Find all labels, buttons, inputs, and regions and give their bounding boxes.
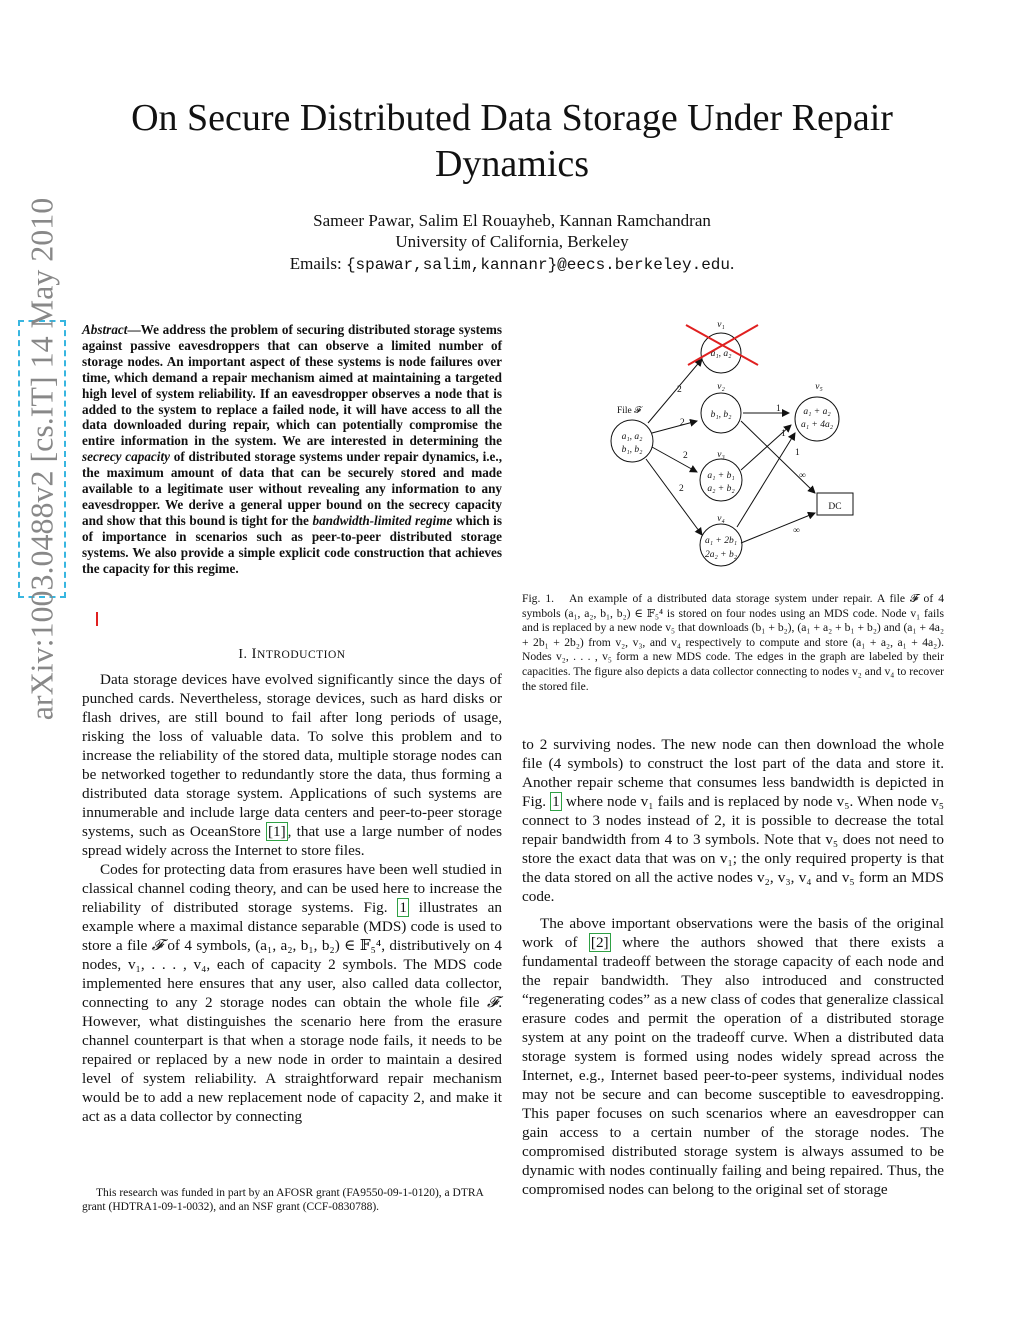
edge-capacity-label: ∞	[793, 526, 800, 536]
edge-capacity-label: 1	[795, 448, 800, 458]
intro-paragraph-1	[82, 670, 502, 860]
v3-content-2: a₂ + b₂	[707, 484, 735, 494]
right-p2-b: where the authors showed that there exists a fundamental tradeoff between the storage capacity of each node and the repair bandwidth. They also introduced and constructed “regenerating codes” as a new class of codes that generalize classical erasure codes and permit the operation of a distributed storage system at any point on the tradeoff curve. When a distributed data storage system is formed using nodes widely spread across the Internet, e.g., Internet based peer-to-peer systems, individual nodes may not be secure and can become susceptible to eavesdropping. This paper focuses on such scenarios where an eavesdropper can gain access to a certain number of the storage nodes. The compromised distributed storage system is always assumed to be dynamic with nodes continually failing and being repaired. Thus, the compromised nodes can belong to the original set of storage	[522, 934, 944, 1198]
caption-label: Fig. 1.	[522, 592, 555, 605]
edge-capacity-label: 2	[680, 418, 685, 428]
abstract-text-3: which is of importance in scenarios such as peer-to-peer distributed storage systems. We also provide a simple explicit code construction that achieves the capacity for this regime.	[82, 512, 502, 576]
arxiv-stamp[interactable]	[18, 197, 66, 721]
intro-p1-end: , that use a large number of nodes spread widely across the Internet to store files.	[82, 823, 502, 859]
emails-prefix: Emails:	[289, 254, 346, 273]
right-p2-a: The above important observations were the basis of the original work of	[522, 915, 944, 951]
figure-caption	[522, 592, 944, 694]
section-title-rest: NTRODUCTION	[257, 649, 346, 661]
abstract	[82, 322, 502, 577]
abstract-text-1: We address the problem of securing distributed storage systems against passive eavesdroppers that can observe a limited number of storage nodes. An important aspect of these systems is node failures over time, which demand a repair mechanism aimed at maintaining a targeted high level of system reliability. If an eavesdropper observes a node that is added to the system to replace a failed node, it will have access to all the data downloaded during repair, which can potentially compromise the entire information in the system. We are interested in determining the	[82, 322, 502, 449]
arxiv-identifier: arXiv:1003.0488v2 [cs.IT] 14 May 2010	[23, 197, 60, 721]
v4-content-2: 2a₂ + b₂	[704, 550, 738, 560]
paper-emails	[80, 253, 944, 276]
right-column-text	[522, 735, 944, 1199]
v3-content-1: a₁ + b₁	[707, 471, 735, 481]
section-heading	[82, 646, 502, 663]
v4-label: v₄	[717, 514, 725, 524]
v4-content-1: a₁ + 2b₁	[704, 536, 738, 546]
v2-content: b₁, b₂	[710, 410, 732, 420]
edge-capacity-label: ∞	[799, 471, 806, 481]
intro-p2-b: illustrates an example where a maximal distance separable (MDS) code is used to store a file	[82, 899, 503, 954]
section-number: I.	[238, 647, 248, 662]
edge-v4-dc	[741, 513, 815, 543]
abstract-dash: —	[127, 322, 141, 337]
figure-1-graph	[605, 315, 895, 575]
dc-label: DC	[828, 502, 842, 512]
edge-capacity-label: 2	[677, 385, 682, 395]
right-paragraph-1	[522, 735, 944, 906]
abstract-em-regime: bandwidth-limited regime	[312, 512, 453, 528]
citation-ref-2[interactable]: [2]	[590, 934, 609, 951]
math-file-symbol: 𝓕	[486, 994, 499, 1011]
v2-label: v₂	[717, 382, 725, 392]
file-label: File 𝓕	[617, 406, 642, 416]
edge-v2-dc	[741, 421, 815, 493]
node-v5	[795, 397, 839, 441]
source-line-1: a₁, a₂	[621, 432, 643, 442]
failure-cross-icon	[686, 325, 758, 365]
caption-text: An example of a distributed data storage system under repair. A file 𝓕 of 4 symbols (a₁, a₂, b₁, b₂) ∈ 𝔽₅⁴ is stored on four nodes using an MDS code. Node v₁ fails and is replaced by a new node v₅ that downloads (b₁ + b₂), (a₁ + a₂ + b₁ + b₂) and (a₁ + 4a₂ + 2b₁ + 2b₂) from v₂, v₃, and v₄ respectively to compute and store (a₁ + a₂, a₁ + 4a₂). Nodes v₂, . . . , v₅ form a new MDS code. The edges in the graph are labeled by their capacities. The figure also depicts a data collector connecting to nodes v₂ and v₄ to recover the stored file.	[522, 592, 944, 693]
emails-suffix: .	[730, 254, 735, 273]
introduction-text	[82, 670, 502, 1126]
v3-label: v₃	[717, 450, 725, 460]
paper-authors: Sameer Pawar, Salim El Rouayheb, Kannan Ramchandran	[313, 211, 711, 230]
edge-source-v2	[652, 421, 697, 433]
v5-content-1: a₁ + a₂	[803, 407, 831, 417]
math-file-symbol: 𝓕	[151, 937, 163, 954]
edge-capacity-label: 1	[776, 404, 781, 414]
right-p1-a: to 2 surviving nodes. The new node can then download the whole file (4 symbols) to construct the lost part of the data and store it. Another repair scheme that consumes less bandwidth is depicted in Fig.	[522, 736, 944, 810]
intro-p1-text: Data storage devices have evolved significantly since the days of punched cards. Nevertheless, storage devices, such as hard disks or flash drives, are still bound to fail after long periods of usage, risking the loss of valuable data. To solve this problem and to increase the reliability of the stored data, multiple storage nodes can be networked together to redundantly store the data, thus forming a distributed data storage system. Applications of such systems are innumerable and include large data centers and peer-to-peer storage systems, such as OceanStore	[82, 671, 502, 840]
v1-label: v₁	[717, 320, 725, 330]
abstract-text-2: of distributed storage systems under repair dynamics, i.e., the maximum amount of data that can be securely stored and made available to a legitimate user without revealing any information to any eavesdropper. We derive a general upper bound on the secrecy capacity and show that this bound is tight for the	[82, 449, 503, 528]
right-paragraph-2	[522, 914, 944, 1199]
source-line-2: b₁, b₂	[621, 445, 643, 455]
footnote: This research was funded in part by an AFOSR grant (FA9550-09-1-0120), a DTRA grant (HDTRA1-09-1-0032), and an NSF grant (CCF-0830788).	[82, 1187, 484, 1213]
citation-ref-1[interactable]: [1]	[267, 823, 286, 840]
figure-ref-1[interactable]: 1	[552, 793, 560, 810]
intro-p2-d: . However, what distinguishes the scenario here from the erasure channel counterpart is that when a storage node fails, it needs to be repaired or replaced by a new node in order to maintain a desired level of system reliability. A straightforward repair mechanism would be to add a new replacement node of capacity 2, and make it act as a data collector by connecting	[82, 994, 502, 1125]
edge-source-v3	[652, 447, 697, 472]
section-title-initial: I	[251, 646, 258, 662]
intro-p2-a: Codes for protecting data from erasures have been well studied in classical channel coding theory, and can be used here to increase the reliability of distributed storage systems. Fig.	[82, 861, 502, 916]
paper-affiliation: University of California, Berkeley	[395, 232, 629, 251]
emails-users[interactable]: {spawar,salim,kannanr}@eecs.berkeley.edu	[345, 256, 730, 274]
storage-graph-svg	[605, 315, 895, 575]
right-p1-b: where node v₁ fails and is replaced by node v₅. When node v₅ connect to 3 nodes instead of 2, it is possible to decrease the total repair bandwidth from 4 to 3 symbols. Note that v₅ does not need to store the exact data that was on v₁; the only required property is that the data stored on all the active nodes v₂, v₃, v₄ and v₅ form an MDS code.	[522, 793, 944, 905]
v5-label: v₅	[815, 382, 823, 392]
intro-p2-c: of 4 symbols, (a₁, a₂, b₁, b₂) ∈ 𝔽₅⁴, distributively on 4 nodes, v₁, . . . , v₄, each of capacity 2 symbols. The MDS code implemented here ensures that any user, also called data collector, connecting to any 2 storage nodes can obtain the whole file	[82, 937, 502, 1011]
edge-capacity-label: 2	[683, 451, 688, 461]
edge-capacity-label: 2	[679, 484, 684, 494]
edge-source-v1	[648, 359, 702, 423]
figure-ref-1[interactable]: 1	[399, 899, 407, 916]
v5-content-2: a₁ + 4a₂	[800, 420, 834, 430]
abstract-lead: Abstract	[82, 322, 128, 337]
text-cursor	[96, 612, 98, 626]
abstract-em-secrecy: secrecy capacity	[82, 449, 170, 465]
edge-capacity-label: 1	[781, 429, 786, 439]
intro-paragraph-2	[82, 860, 502, 1126]
paper-title: On Secure Distributed Data Storage Under Repair Dynamics	[131, 97, 893, 185]
v1-content: a₁, a₂	[710, 349, 732, 359]
